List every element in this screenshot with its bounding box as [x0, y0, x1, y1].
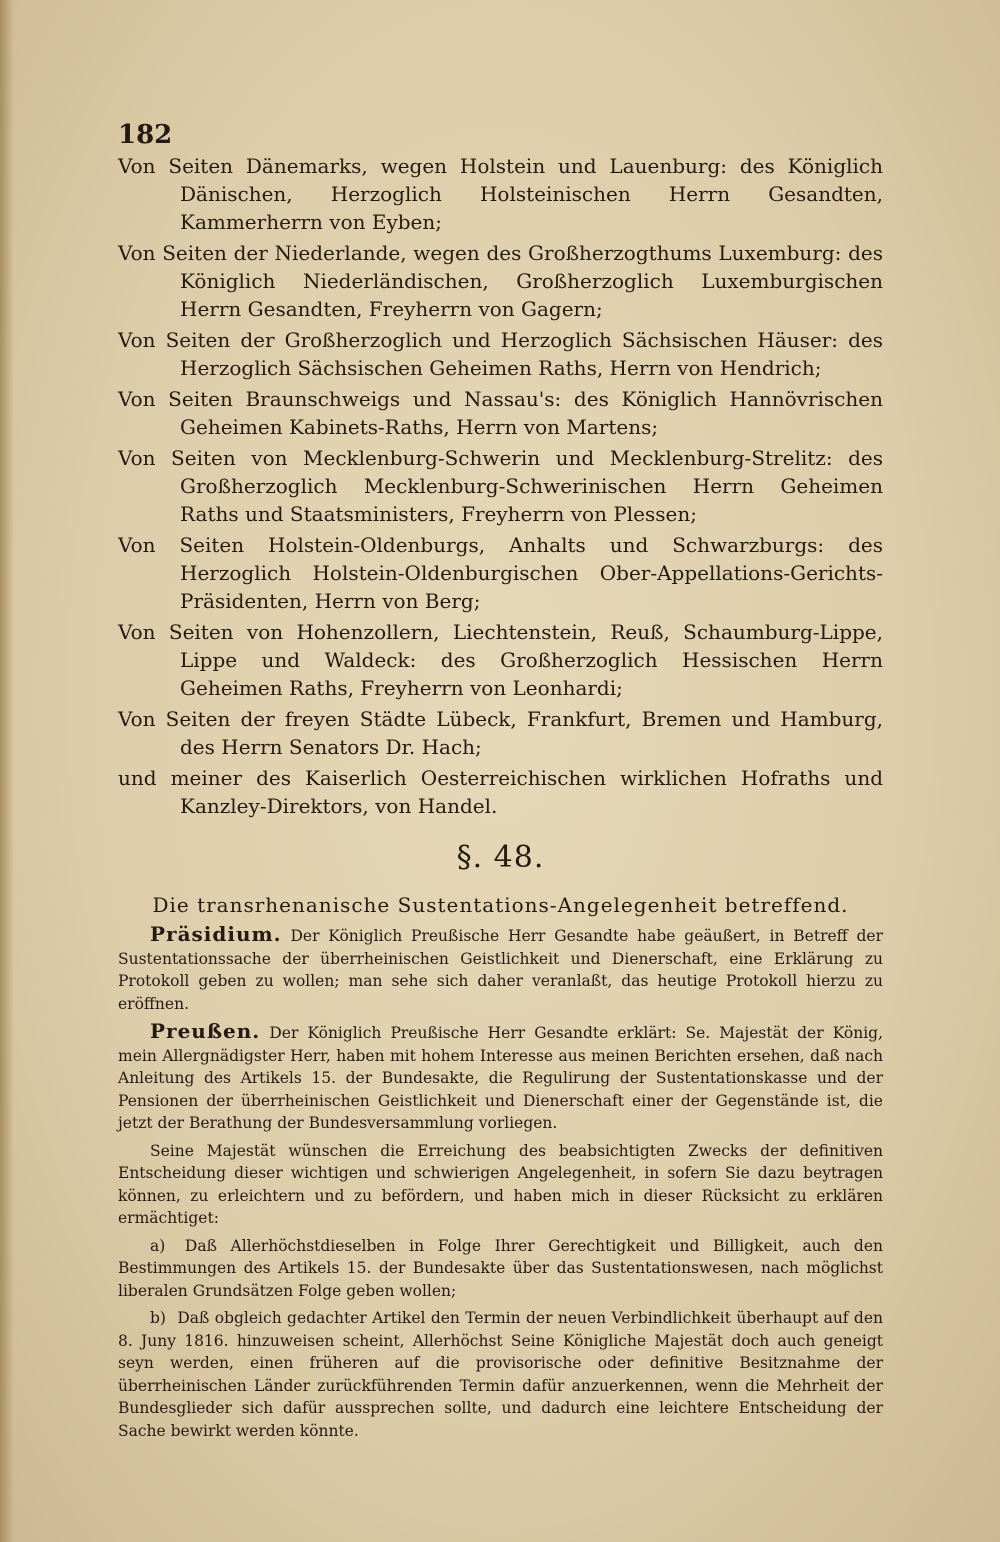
section-heading: §. 48. [456, 840, 545, 875]
delegate-entry: Von Seiten der freyen Städte Lübeck, Frankfurt, Bremen und Hamburg, des Herrn Senators Dr. Hach; [118, 707, 883, 759]
delegate-entry: Von Seiten der Großherzoglich und Herzoglich Sächsischen Häuser: des Herzoglich Sächsischen Geheimen Raths, Herrn von Hendrich; [118, 328, 883, 380]
delegate-entry: Von Seiten Braunschweigs und Nassau's: des Königlich Hannövrischen Geheimen Kabinets-Raths, Herrn von Martens; [118, 387, 883, 439]
delegate-entry: Von Seiten Holstein-Oldenburgs, Anhalts und Schwarzburgs: des Herzoglich Holstein-Oldenburgischen Ober-Appellations-Gerichts-Präsidenten, Herrn von Berg; [118, 533, 883, 613]
item-text: Daß obgleich gedachter Artikel den Termin der neuen Verbindlichkeit überhaupt auf den 8. Juny 1816. hinzuweisen scheint, Allerhöchst Seine Königliche Majestät doch auch geneigt seyn werden, einen früheren auf die provisorische oder definitive Besitznahme der überrheinischen Länder zurückführenden Termin dafür anzuerkennen, wenn die Mehrheit der Bundesglieder sich dafür aussprechen sollte, und dadurch eine leichtere Entscheidung der Sache bewirkt werden könnte. [118, 1309, 883, 1440]
praesidium-text: Der Königlich Preußische Herr Gesandte habe geäußert, in Betreff der Sustentationssache der überrheinischen Geistlichkeit und Dienerschaft, eine Erklärung zu Protokoll geben zu wollen; man sehe sich daher veranlaßt, das heutige Protokoll hierzu zu eröffnen. [118, 927, 883, 1013]
item-b-paragraph [118, 1307, 883, 1442]
item-a-paragraph [118, 1235, 883, 1303]
preussen-text: Der Königlich Preußische Herr Gesandte erklärt: Se. Majestät der König, mein Allergnädigster Herr, haben mit hohem Interesse aus meinen Berichten ersehen, daß nach Anleitung des Artikels 15. der Bundesakte, die Regulirung der Sustentationskasse und der Pensionen der überrheinischen Geistlichkeit und Dienerschaft einer der Gegenstände ist, die jetzt der Berathung der Bundesversammlung vorliegen. [118, 1024, 883, 1132]
majestaet-paragraph: Seine Majestät wünschen die Erreichung des beabsichtigten Zwecks der definitiven Entscheidung dieser wichtigen und schwierigen Angelegenheit, in sofern Sie dazu beytragen können, zu erleichtern und zu befördern, und haben mich in dieser Rücksicht zu erklären ermächtiget: [118, 1141, 883, 1227]
delegates-list [118, 152, 883, 820]
preussen-paragraph [118, 1020, 883, 1135]
speaker-preussen: Preußen. [150, 1019, 261, 1043]
delegate-entry: Von Seiten von Hohenzollern, Liechtenstein, Reuß, Schaumburg-Lippe, Lippe und Waldeck: des Großherzoglich Hessischen Herrn Geheimen Raths, Freyherrn von Leonhardi; [118, 620, 883, 700]
section-subject: Die transrhenanische Sustentations-Angelegenheit betreffend. [152, 893, 849, 917]
speaker-praesidium: Präsidium. [150, 922, 282, 946]
page-number: 182 [118, 120, 173, 150]
item-label: a) [150, 1236, 166, 1255]
delegate-entry: Von Seiten der Niederlande, wegen des Großherzogthums Luxemburg: des Königlich Niederländischen, Großherzoglich Luxemburgischen Herrn Gesandten, Freyherrn von Gagern; [118, 241, 883, 321]
delegate-entry: Von Seiten Dänemarks, wegen Holstein und Lauenburg: des Königlich Dänischen, Herzoglich Holsteinischen Herrn Gesandten, Kammerherrn von Eyben; [118, 154, 883, 234]
page-content [118, 120, 883, 1447]
delegate-entry: und meiner des Kaiserlich Oesterreichischen wirklichen Hofraths und Kanzley-Direktors, von Handel. [118, 766, 883, 818]
item-text: Daß Allerhöchstdieselben in Folge Ihrer Gerechtigkeit und Billigkeit, auch den Bestimmungen des Artikels 15. der Bundesakte über das Sustentationswesen, nach möglichst liberalen Grundsätzen Folge geben wollen; [118, 1236, 884, 1300]
item-label: b) [150, 1309, 166, 1327]
praesidium-paragraph [118, 923, 883, 1015]
delegate-entry: Von Seiten von Mecklenburg-Schwerin und Mecklenburg-Strelitz: des Großherzoglich Mecklenburg-Schwerinischen Herrn Geheimen Raths und Staatsministers, Freyherrn von Plessen; [118, 446, 883, 526]
